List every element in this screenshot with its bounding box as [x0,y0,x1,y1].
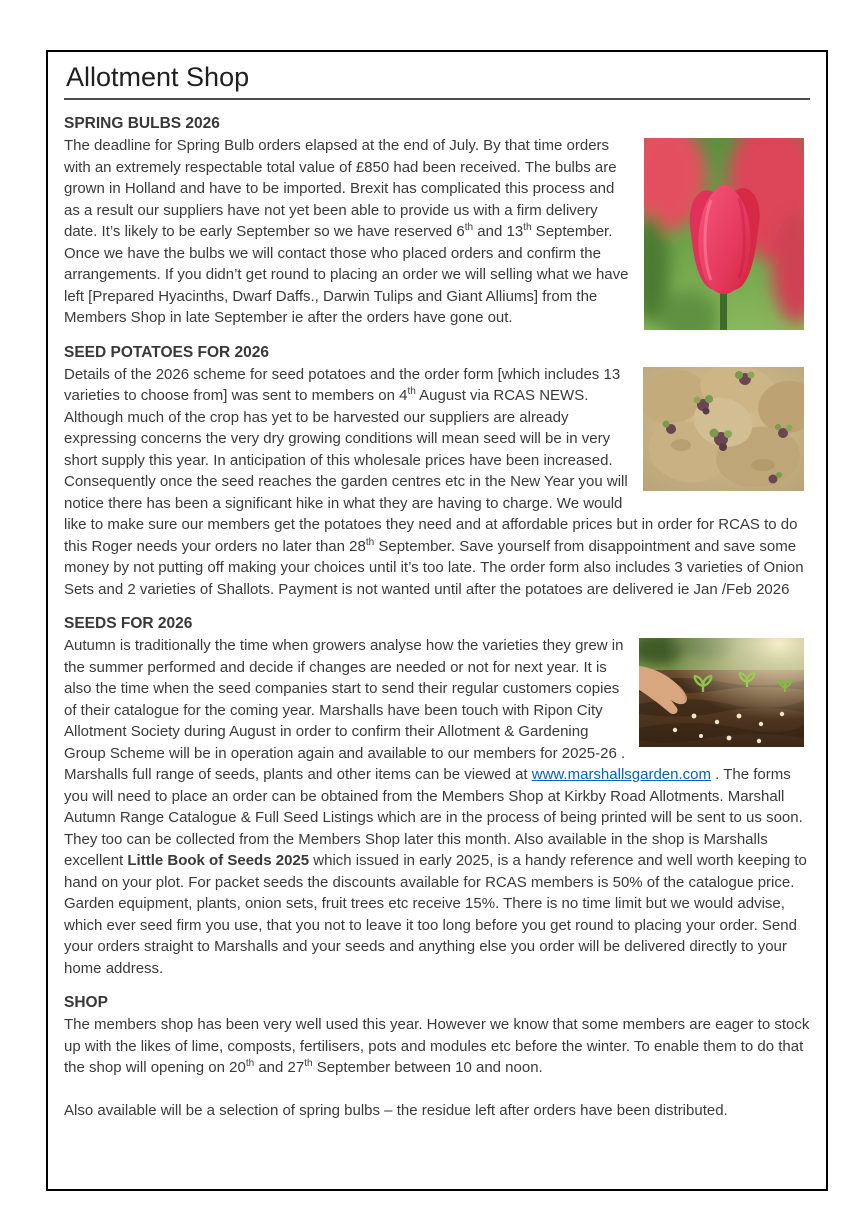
section-heading-shop: SHOP [64,994,108,1011]
sowing-seeds-photo-art [639,638,804,747]
seed-potatoes-photo-art [643,367,804,491]
text-run: September. Save yourself from disappointment and save some money by not putting off making your choices until it’s too late. The order form also includes 3 varieties of Onion Sets and 2 varieties of Shallots. Payment is not wanted until after the potatoes are delivered ie Jan /Feb 2026 [64,537,804,598]
section-seeds [64,613,810,979]
section-paragraph [64,364,810,601]
text-run: The members shop has been very well used this year. However we know that some members are eager to stock up with the likes of lime, composts, fertilisers, pots and modules etc before the winter. To enable them to do that the shop will opening on 20 [64,1016,810,1076]
ordinal-superscript: th [365,536,375,548]
ordinal-superscript: th [464,222,474,233]
ordinal-superscript: th [245,1058,255,1069]
paragraph-runs [64,137,629,326]
tulip-photo-art [644,138,804,330]
section-heading-seed-potatoes: SEED POTATOES FOR 2026 [64,343,270,361]
page-title: Allotment Shop [64,58,810,100]
section-heading-seeds: SEEDS FOR 2026 [64,615,193,632]
ordinal-superscript: th [523,222,532,233]
section-shop [64,992,810,1121]
text-run: and 13 [473,223,524,240]
text-run: Also available will be a selection of spring bulbs – the residue left after orders have been distributed. [64,1101,728,1119]
section-heading-spring-bulbs: SPRING BULBS 2026 [64,115,220,132]
sowing-seeds-photo [639,638,804,747]
section-paragraph [64,1014,810,1079]
text-run: September. Once we have the bulbs we will contact those who placed orders and confirm the arrangements. If you didn’t get round to placing an order we will selling what we have left [Prepared Hyacinths, Dwarf Daffs., Darwin Tulips and Giant Alliums] from the Members Shop in late September ie after the orders have gone out. [64,223,629,326]
section-spring-bulbs [64,113,810,329]
section-paragraph-extra [64,1100,810,1122]
text-run: and 27 [254,1059,305,1076]
seed-potatoes-photo [643,367,804,491]
text-run: September between 10 and noon. [312,1059,543,1076]
text-run: which issued in early 2025, is a handy reference and well worth keeping to hand on your plot. For packet seeds the discounts available for RCAS members is 50% of the catalogue price. Garden equipment, plants, onion sets, fruit trees etc receive 15%. There is no time limit but we would advise, which ever seed firm you use, that you not to leave it too long before you get round to placing your order. Send your orders straight to Marshalls and your seeds and anything else you order will be delivered directly to your home address. [64,852,807,977]
tulip-photo [644,138,804,330]
section-seed-potatoes [64,342,810,601]
doc-border-box [46,50,828,1191]
section-paragraph [64,635,810,979]
text-run: Autumn is traditionally the time when growers analyse how the varieties they grew in the summer performed and decide if changes are needed or not for next year. It is also the time when the seed companies start to send their regular customers copies of their catalogue for the coming year. Marshalls have been touch with Ripon City Allotment Society during August in order to confirm their Allotment & Gardening Group Scheme will be in operation again and available to our members for 2025-26 . Marshalls full range of seeds, plants and other items can be viewed at [64,637,626,783]
marshallsgarden-link[interactable]: www.marshallsgarden.com [531,766,711,783]
ordinal-superscript: th [304,1058,313,1069]
ordinal-superscript: th [407,386,416,397]
section-paragraph [64,135,810,329]
text-run: August via RCAS NEWS. Although much of the crop has yet to be harvested our suppliers are already expressing concerns the very dry growing conditions will mean seed will be in very short supply this year. In anticipation of this wholesale prices have been increased. Consequently once the seed reaches the garden centres etc in the New Year you will notice there has been a significant hike in what they are having to charge. We would like to make sure our members get the potatoes they need and at affordable prices but in order for RCAS to do this Roger needs your orders no later than 28 [64,387,798,555]
text-run: . The forms you will need to place an order can be obtained from the Members Shop at Kirkby Road Allotments. Marshall Autumn Range Catalogue & Full Seed Listings which are in the process of being printed will be sent to us soon. They too can be collected from the Members Shop later this month. Also available in the shop is Marshalls excellent [64,766,803,869]
text-run: Details of the 2026 scheme for seed potatoes and the order form [which includes 13 varieties to choose from] was sent to members on 4 [64,365,621,404]
bold-text: Little Book of Seeds 2025 [127,852,310,869]
text-run: The deadline for Spring Bulb orders elapsed at the end of July. By that time orders with an extremely respectable total value of £850 had been received. The bulbs are grown in Holland and have to be imported. Brexit has complicated this process and as a result our suppliers have not yet been able to provide us with a firm delivery date. It’s likely to be early September so we have reserved 6 [64,137,617,240]
